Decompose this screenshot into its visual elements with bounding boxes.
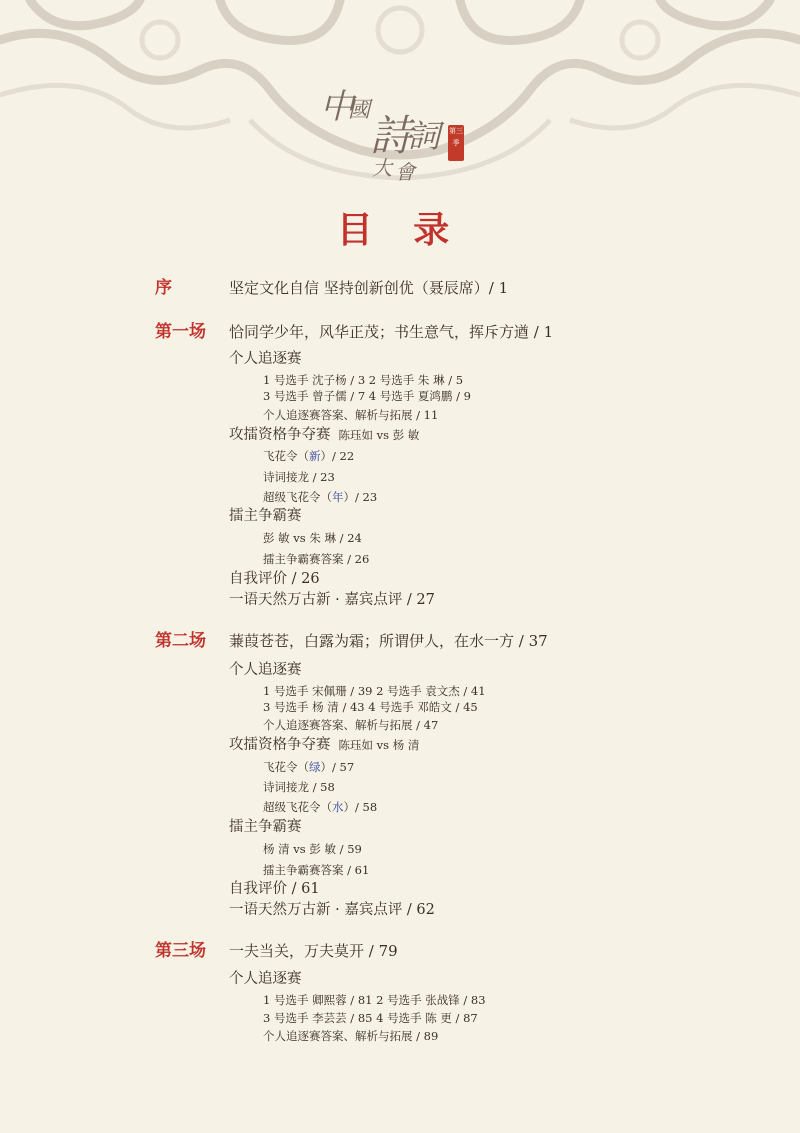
page-title: 目 录 [336, 209, 464, 251]
section-2-label: 第二场 [155, 631, 206, 651]
section-1-title: 恰同学少年，风华正茂；书生意气，挥斥方遒 / 1 [229, 323, 554, 341]
toc-entry: 彭 敏 vs 朱 琳 / 24 [263, 531, 362, 545]
toc-entry: 个人追逐赛答案、解析与拓展 / 89 [263, 1029, 439, 1043]
toc-entry: 擂主争霸赛 [229, 819, 302, 835]
toc-entry-players: 陈珏如 vs 杨 清 [338, 738, 420, 752]
toc-entry: 个人追逐赛 [229, 351, 302, 367]
section-3-title: 一夫当关，万夫莫开 / 79 [229, 942, 398, 960]
toc-entry: 个人追逐赛答案、解析与拓展 / 11 [263, 408, 439, 422]
toc-text: 飞花令（ [263, 760, 309, 774]
toc-entry [263, 758, 354, 776]
toc-entry: 自我评价 / 61 [229, 881, 320, 897]
logo-char: 中 [320, 87, 354, 127]
toc-entry: 1 号选手 卿熙蓉 / 81 2 号选手 张战锋 / 83 [263, 993, 486, 1007]
toc-text: ）/ 22 [320, 449, 355, 463]
toc-entry: 3 号选手 杨 清 / 43 4 号选手 邓皓文 / 45 [263, 700, 478, 714]
toc-entry-label: 攻擂资格争夺赛 [229, 427, 331, 443]
toc-entry: 3 号选手 曾子儒 / 7 4 号选手 夏鸿鹏 / 9 [263, 389, 471, 403]
toc-entry: 擂主争霸赛答案 / 61 [263, 863, 370, 877]
toc-entry: 个人追逐赛答案、解析与拓展 / 47 [263, 718, 439, 732]
logo-char: 詞 [408, 117, 441, 155]
logo-char: 詩 [370, 111, 413, 160]
toc-entry [229, 426, 419, 444]
season-seal: 第三季 [448, 125, 464, 161]
logo-char: 國 [348, 98, 371, 123]
toc-text: 超级飞花令（ [263, 490, 332, 504]
toc-entry: 擂主争霸赛答案 / 26 [263, 552, 370, 566]
keyword-char: 水 [332, 800, 344, 814]
preface-title: 坚定文化自信 坚持创新创优（聂辰席）/ 1 [229, 279, 509, 297]
preface-label: 序 [155, 278, 172, 298]
section-2-title: 蒹葭苍苍，白露为霜；所谓伊人，在水一方 / 37 [229, 632, 548, 650]
toc-entry: 个人追逐赛 [229, 971, 302, 987]
toc-text: ）/ 23 [343, 490, 378, 504]
toc-entry: 1 号选手 宋佩珊 / 39 2 号选手 袁文杰 / 41 [263, 684, 486, 698]
toc-entry-players: 陈珏如 vs 彭 敏 [338, 428, 420, 442]
toc-entry [263, 488, 377, 506]
toc-entry [263, 447, 354, 465]
toc-entry: 杨 清 vs 彭 敏 / 59 [263, 842, 362, 856]
toc-entry: 诗词接龙 / 23 [263, 470, 335, 484]
toc-entry [229, 736, 419, 754]
toc-entry: 一语天然万古新 · 嘉宾点评 / 62 [229, 902, 435, 918]
toc-entry: 擂主争霸赛 [229, 508, 302, 524]
toc-entry: 自我评价 / 26 [229, 571, 320, 587]
toc-text: 飞花令（ [263, 449, 309, 463]
toc-text: ）/ 58 [343, 800, 378, 814]
section-3-label: 第三场 [155, 941, 206, 961]
logo-char: 大 [372, 156, 392, 180]
toc-entry: 一语天然万古新 · 嘉宾点评 / 27 [229, 592, 435, 608]
toc-entry: 1 号选手 沈子杨 / 3 2 号选手 朱 琳 / 5 [263, 373, 464, 387]
show-logo [300, 80, 470, 190]
toc-entry-label: 攻擂资格争夺赛 [229, 737, 331, 753]
toc-text: 超级飞花令（ [263, 800, 332, 814]
keyword-char: 年 [332, 490, 344, 504]
toc-entry: 3 号选手 李芸芸 / 85 4 号选手 陈 更 / 87 [263, 1011, 478, 1025]
logo-char: 會 [395, 160, 415, 184]
section-1-label: 第一场 [155, 322, 206, 342]
toc-entry: 诗词接龙 / 58 [263, 780, 335, 794]
toc-text: ）/ 57 [320, 760, 355, 774]
toc-entry [263, 798, 377, 816]
keyword-char: 绿 [309, 760, 321, 774]
toc-entry: 个人追逐赛 [229, 662, 302, 678]
keyword-char: 新 [309, 449, 321, 463]
